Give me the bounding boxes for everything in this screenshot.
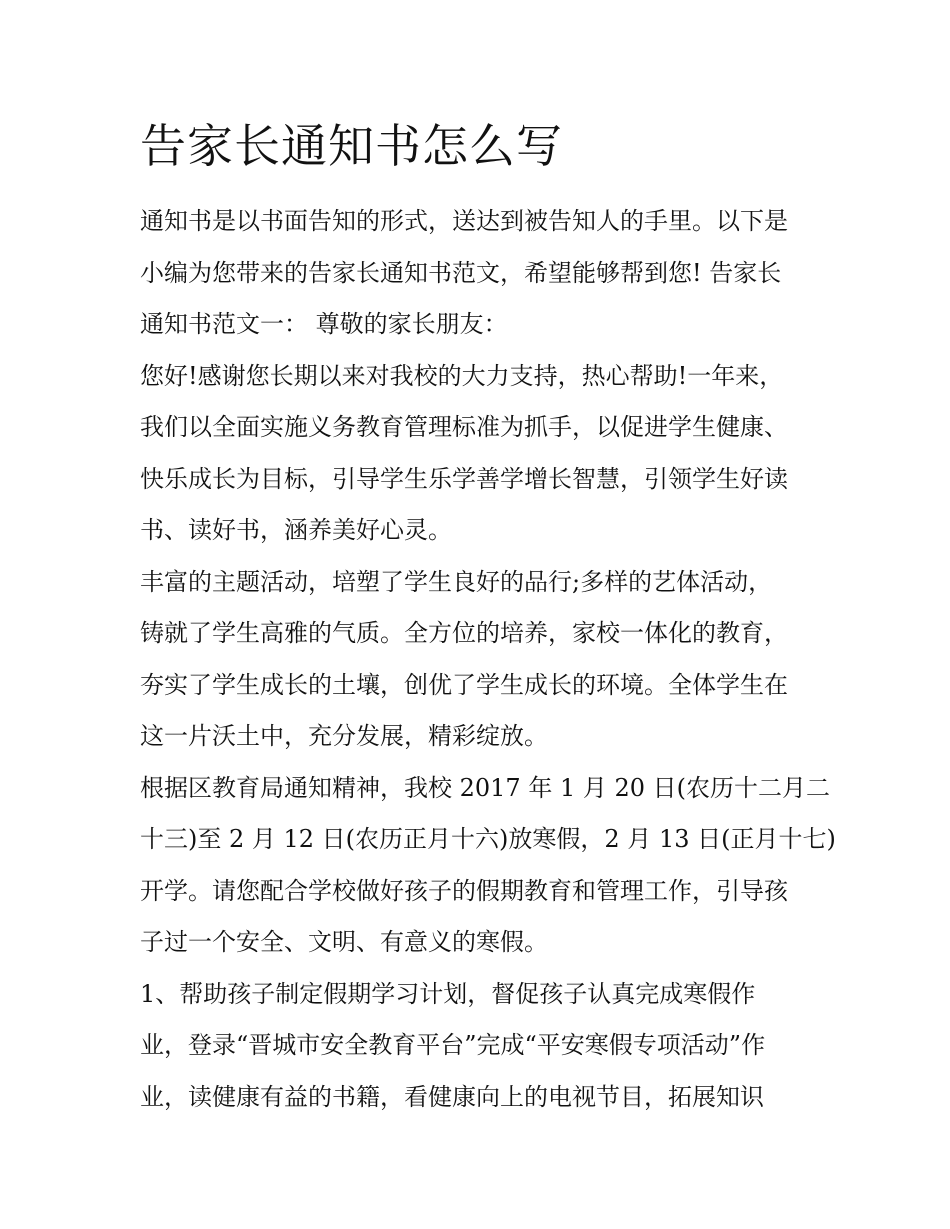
text-line: 您好!感谢您长期以来对我校的大力支持，热心帮助!一年来， xyxy=(140,361,784,390)
text-line: 业，读健康有益的书籍，看健康向上的电视节目，拓展知识 xyxy=(140,1082,764,1111)
text-line: 根据区教育局通知精神，我校 2017 年 1 月 20 日(农历十二月二 xyxy=(140,773,831,802)
text-line: 我们以全面实施义务教育管理标准为抓手，以促进学生健康、 xyxy=(140,413,788,441)
text-line: 这一片沃土中，充分发展，精彩绽放。 xyxy=(140,722,548,750)
text-line: 夯实了学生成长的土壤，创优了学生成长的环境。全体学生在 xyxy=(140,670,788,699)
text-line: 通知书范文一： 尊敬的家长朋友： xyxy=(140,310,508,338)
text-line: 铸就了学生高雅的气质。全方位的培养，家校一体化的教育， xyxy=(140,619,788,647)
text-line: 子过一个安全、文明、有意义的寒假。 xyxy=(140,928,548,956)
document-body xyxy=(140,196,836,1123)
text-line: 开学。请您配合学校做好孩子的假期教育和管理工作，引导孩 xyxy=(140,876,788,905)
text-line: 丰富的主题活动，培塑了学生良好的品行;多样的艺体活动， xyxy=(140,567,773,596)
text-line: 书、读好书，涵养美好心灵。 xyxy=(140,516,452,544)
text-line: 通知书是以书面告知的形式，送达到被告知人的手里。以下是 xyxy=(140,207,788,235)
text-line: 十三)至 2 月 12 日(农历正月十六)放寒假，2 月 13 日(正月十七) xyxy=(140,825,836,853)
text-line: 快乐成长为目标，引导学生乐学善学增长智慧，引领学生好读 xyxy=(140,464,788,493)
document-title: 告家长通知书怎么写 xyxy=(140,119,563,173)
text-line: 业，登录“晋城市安全教育平台”完成“平安寒假专项活动”作 xyxy=(140,1031,766,1059)
text-line: 1、帮助孩子制定假期学习计划，督促孩子认真完成寒假作 xyxy=(140,979,756,1008)
text-line: 小编为您带来的告家长通知书范文，希望能够帮到您! 告家长 xyxy=(140,258,782,287)
